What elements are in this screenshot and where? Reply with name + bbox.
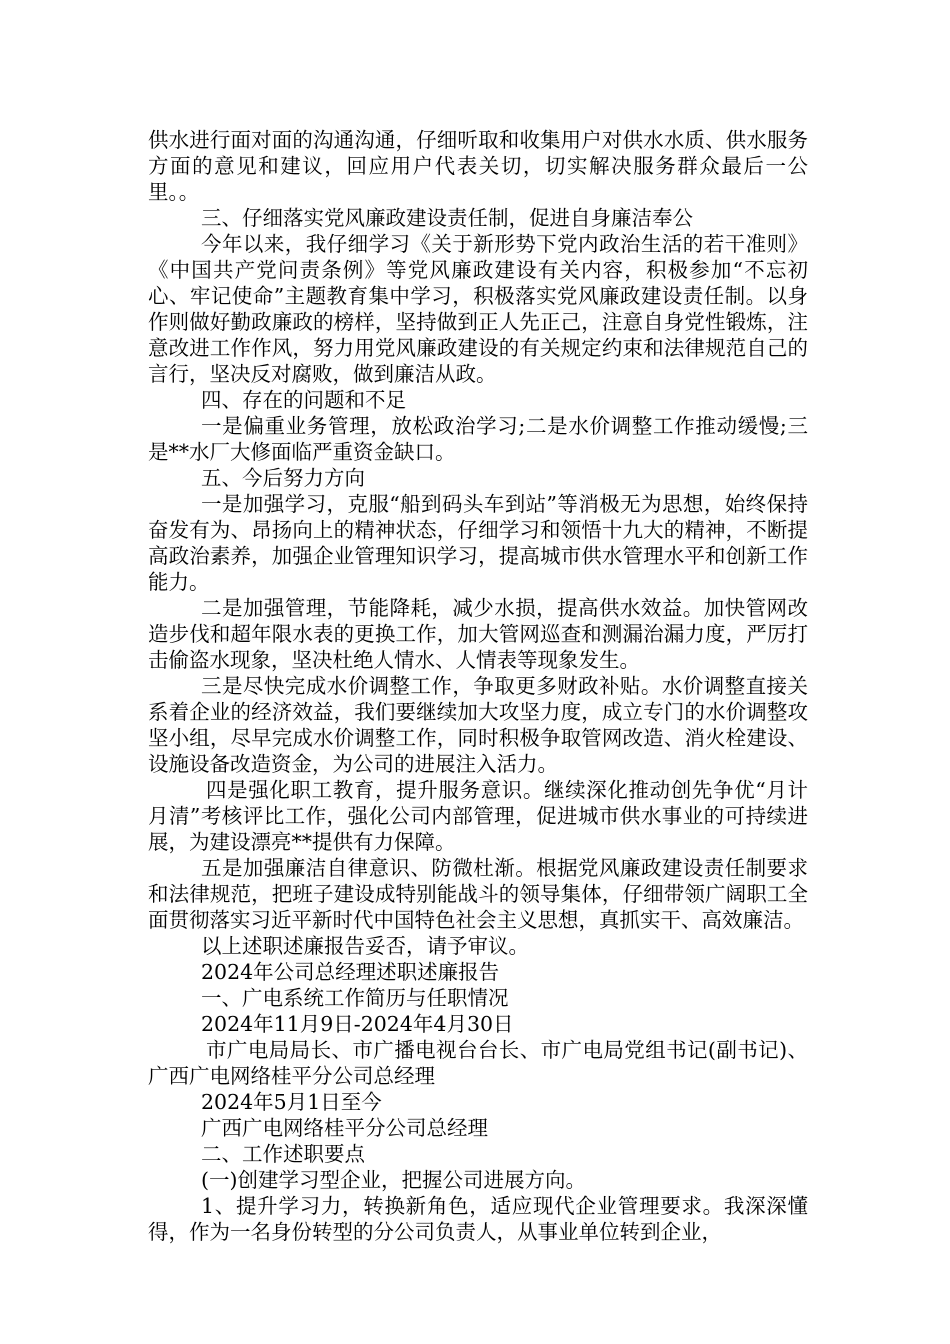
resume-period-1: 2024年11月9日-2024年4月30日 (201, 1012, 514, 1036)
paragraph-learning: 1、提升学习力，转换新角色，适应现代企业管理要求。我深深懂得，作为一名身份转型的分公司负责人，从事业单位转到企业， (148, 1194, 808, 1244)
resume-period-2: 2024年5月1日至今 (201, 1090, 382, 1114)
paragraph-closing: 以上述职述廉报告妥否，请予审议。 (201, 934, 529, 958)
paragraph-direction-1: 一是加强学习，克服“船到码头车到站”等消极无为思想，始终保持奋发有为、昂扬向上的精神状态，仔细学习和领悟十九大的精神，不断提高政治素养，加强企业管理知识学习，提高城市供水管理水平和创新工作能力。 (148, 492, 808, 594)
heading-section-3: 三、仔细落实党风廉政建设责任制，促进自身廉洁奉公 (201, 206, 693, 230)
paragraph-section-4: 一是偏重业务管理，放松政治学习;二是水价调整工作推动缓慢;三是**水厂大修面临严重资金缺口。 (148, 414, 808, 464)
heading-section-4: 四、存在的问题和不足 (201, 388, 406, 412)
report-title: 2024年公司总经理述职述廉报告 (201, 960, 500, 984)
paragraph-section-3: 今年以来，我仔细学习《关于新形势下党内政治生活的若干准则》《中国共产党问责条例》等党风廉政建设有关内容，积极参加“不忘初心、牢记使命”主题教育集中学习，积极落实党风廉政建设责任制。以身作则做好勤政廉政的榜样，坚持做到正人先正己，注意自身党性锻炼，注意改进工作作风，努力用党风廉政建设的有关规定约束和法律规范自己的言行，坚决反对腐败，做到廉洁从政。 (148, 232, 808, 386)
paragraph-direction-2: 二是加强管理，节能降耗，减少水损，提高供水效益。加快管网改造步伐和超年限水表的更换工作，加大管网巡查和测漏治漏力度，严厉打击偷盗水现象，坚决杜绝人情水、人情表等现象发生。 (148, 596, 808, 672)
paragraph-direction-3: 三是尽快完成水价调整工作，争取更多财政补贴。水价调整直接关系着企业的经济效益，我们要继续加大攻坚力度，成立专门的水价调整攻坚小组，尽早完成水价调整工作，同时积极争取管网改造、消火栓建设、设施设备改造资金，为公司的进展注入活力。 (148, 674, 808, 776)
subheading-learning-enterprise: (一)创建学习型企业，把握公司进展方向。 (201, 1168, 586, 1192)
heading-resume: 一、广电系统工作简历与任职情况 (201, 986, 509, 1010)
paragraph-direction-4: 四是强化职工教育，提升服务意识。继续深化推动创先争优“月计月清”考核评比工作，强化公司内部管理，促进城市供水事业的可持续进展，为建设漂亮**提供有力保障。 (148, 778, 808, 854)
paragraph-direction-5: 五是加强廉洁自律意识、防微杜渐。根据党风廉政建设责任制要求和法律规范，把班子建设成特别能战斗的领导集体，仔细带领广阔职工全面贯彻落实习近平新时代中国特色社会主义思想，真抓实干、高效廉洁。 (148, 856, 808, 932)
resume-position-2: 广西广电网络桂平分公司总经理 (201, 1116, 488, 1140)
resume-position-1: 市广电局局长、市广播电视台台长、市广电局党组书记(副书记)、广西广电网络桂平分公司总经理 (148, 1038, 808, 1088)
document-body (148, 127, 808, 1245)
heading-section-5: 五、今后努力方向 (201, 466, 365, 490)
heading-work-points: 二、工作述职要点 (201, 1142, 365, 1166)
paragraph-1: 供水进行面对面的沟通沟通，仔细听取和收集用户对供水水质、供水服务方面的意见和建议，回应用户代表关切，切实解决服务群众最后一公里。。 (148, 128, 808, 204)
